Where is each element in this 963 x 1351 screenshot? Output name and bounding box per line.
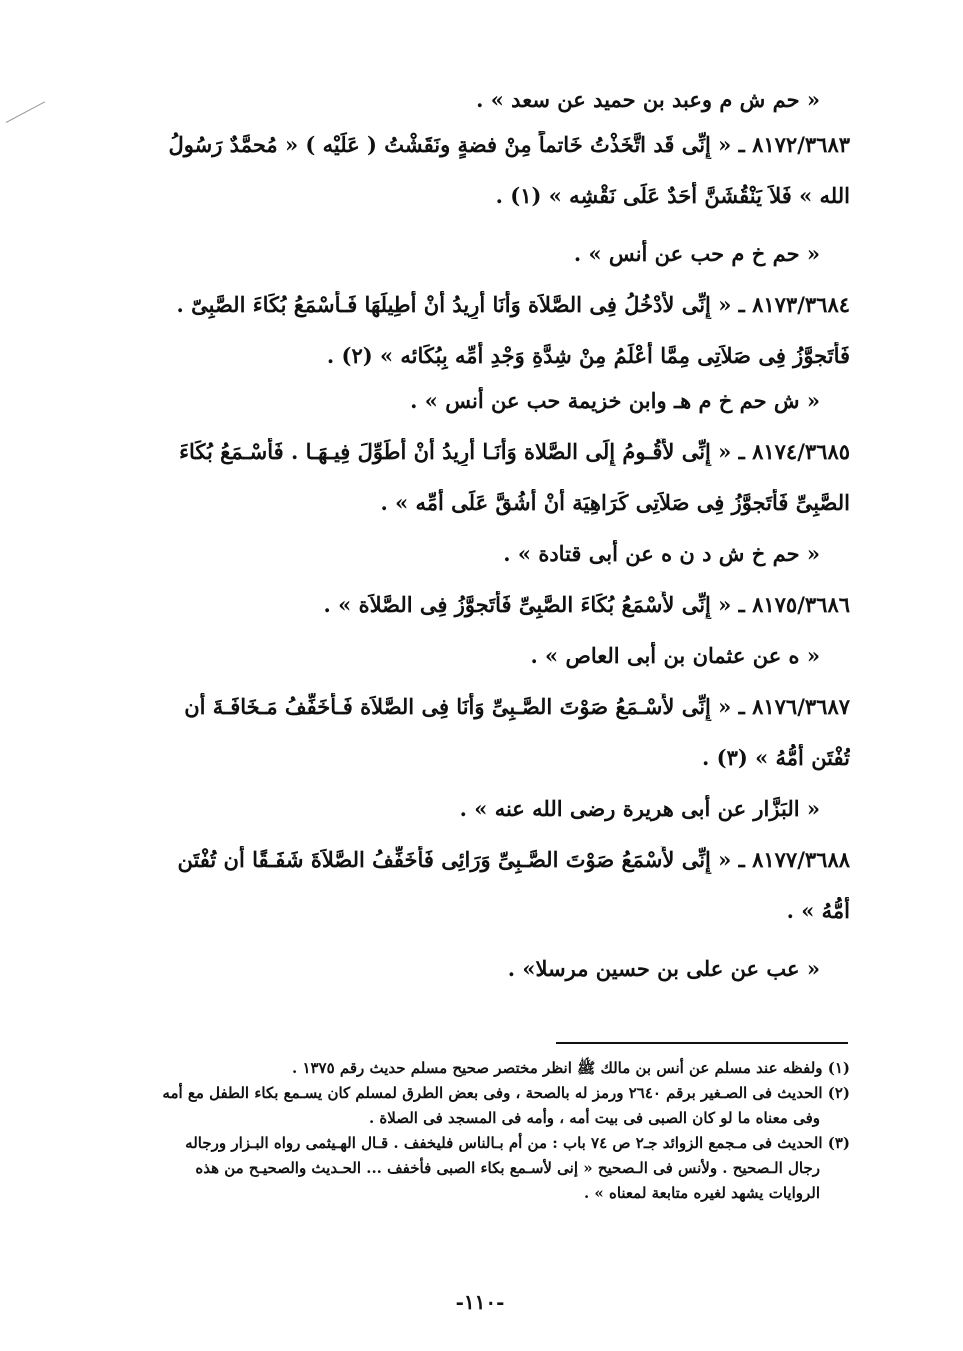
- hadith-8177-line-2: أُمُّهُ » .: [786, 898, 850, 923]
- source-line-4: « حم خ ش د ن ه عن أبى قتادة » .: [503, 541, 820, 566]
- source-line-5: « ه عن عثمان بن أبى العاص » .: [530, 643, 820, 668]
- hadith-8173-line-1: ٨١٧٣/٣٦٨٤ ـ « إِنِّى لأَدْخُلُ فِى الصَّلاَة وَأَنَا أُرِيدُ أَنْ أُطِيلَهَا فَـأَسْمَعُ بُكَاءَ الصَّبِىّ .: [176, 292, 850, 317]
- source-line-2: « حم خ م حب عن أنس » .: [573, 241, 820, 266]
- footnote-1: (١) ولفظه عند مسلم عن أنس بن مالك ﷺ انظر مختصر صحيح مسلم حديث رقم ١٣٧٥ .: [291, 1059, 850, 1077]
- hadith-8172-line-1: ٨١٧٢/٣٦٨٣ ـ « إِنِّى قَد اتَّخَذْتُ خَاتماً مِنْ فضةٍ ونَقَشْتُ ( عَلَيْه ) « مُحمَّدٌ رَسُولُ: [168, 132, 850, 157]
- hadith-8176-line-1: ٨١٧٦/٣٦٨٧ ـ « إِنِّى لأَسْـمَعُ صَوْتَ الصَّـبِىِّ وَأَنَا فِى الصَّلاَة فَـأُخَفِّفُ مَـخَافَـةَ أَن: [184, 694, 850, 719]
- footnote-3: (٣) الحديث فى مـجمع الزوائد جـ٢ ص ٧٤ باب : من أم بـالناس فليخفف . قـال الهـيثمى رواه البـزار ورجاله: [185, 1134, 850, 1152]
- page-number: -١١٠-: [455, 1290, 505, 1314]
- footnote-2-continuation: وفى معناه ما لو كان الصبى فى بيت أمه ، وأمه فى المسجد فى الصلاة .: [368, 1109, 820, 1127]
- source-line-3: « ش حم خ م هـ وابن خزيمة حب عن أنس » .: [410, 388, 820, 413]
- source-line-7: « عب عن على بن حسين مرسلا» .: [507, 956, 820, 981]
- hadith-8173-line-2: فَأَتَجوَّزُ فِى صَلاَتِى مِمَّا أَعْلَمُ مِنْ شِدَّةِ وَجْدِ أُمِّه بِبُكَائه » (٢) .: [326, 343, 850, 368]
- footnote-3-continuation-1: رجال الـصحيح . ولأنس فى الـصحيح « إنى لأسـمع بكاء الصبى فأخفف ... الحـديث والصحيـح من هذه: [195, 1159, 820, 1177]
- hadith-8174-line-2: الصَّبِىِّ فَأَتَجوَّزُ فِى صَلاَتِى كَرَاهِيَة أَنْ أَشُقَّ عَلَى أُمِّه » .: [380, 490, 850, 515]
- footnote-separator: [556, 1042, 848, 1044]
- footnotes: [80, 1056, 850, 1206]
- hadith-8175-line-1: ٨١٧٥/٣٦٨٦ ـ « إِنِّى لأَسْمَعُ بُكَاءَ الصَّبِىِّ فَأَتَجوَّزُ فِى الصَّلاَة » .: [323, 592, 850, 617]
- scan-artifact-line: [6, 101, 45, 123]
- source-line-6: « البَزَّار عن أبى هريرة رضى الله عنه » .: [459, 796, 820, 821]
- footnote-2: (٢) الحديث فى الصـغير برقم ٢٦٤٠ ورمز له بالصحة ، وفى بعض الطرق لمسلم كان يسـمع بكاء الطفل مع أمه: [162, 1084, 850, 1102]
- hadith-8172-line-2: الله » فَلاَ يَنْقُشَنَّ أَحَدٌ عَلَى نَقْشِه » (١) .: [495, 183, 850, 208]
- hadith-8177-line-1: ٨١٧٧/٣٦٨٨ ـ « إِنِّى لأَسْمَعُ صَوْتَ الصَّـبِىِّ وَرَائِى فَأُخَفِّفُ الصَّلاَةَ شَفَـقًا أَن تُفْتَن: [177, 847, 850, 872]
- hadith-8176-line-2: تُفْتَن أُمُّهُ » (٣) .: [702, 745, 850, 770]
- hadith-body: [80, 86, 850, 983]
- hadith-8174-line-1: ٨١٧٤/٣٦٨٥ ـ « إِنِّى لأَقُـومُ إِلَى الصَّلاة وَأَنَـا أُرِيدُ أَنْ أُطَوِّلَ فِيـهَـا . فَأَسْـمَعُ بُكَاءَ: [179, 439, 850, 464]
- source-line-1: « حم ش م وعبد بن حميد عن سعد » .: [476, 87, 820, 112]
- footnote-3-continuation-2: الروايات يشهد لغيره متابعة لمعناه » .: [583, 1184, 820, 1202]
